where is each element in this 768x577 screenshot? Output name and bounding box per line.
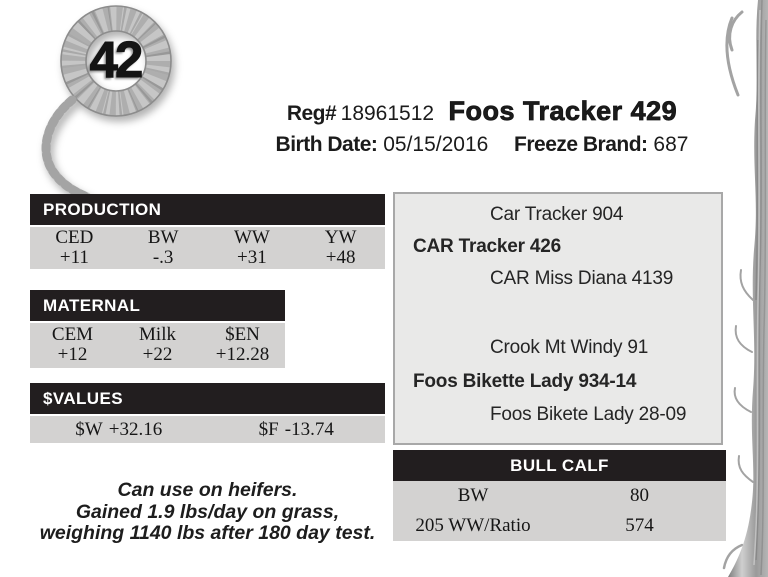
bull-calf-row-label: BW — [457, 485, 489, 506]
bull-calf-section-header — [393, 450, 726, 481]
header — [236, 96, 728, 157]
value-amount: -13.74 — [284, 419, 334, 440]
epd-cell-ced — [30, 228, 119, 269]
pedigree-dam: Foos Bikette Lady 934-14 — [413, 371, 637, 392]
epd-label: CEM — [51, 324, 94, 345]
animal-name: Foos Tracker 429 — [448, 96, 678, 126]
value-label: $F — [258, 419, 279, 440]
bull-calf-row-label: 205 WW/Ratio — [415, 515, 531, 536]
note-line: weighing 1140 lbs after 180 day test. — [39, 522, 376, 544]
values-table — [30, 416, 385, 443]
maternal-section-header — [30, 290, 285, 321]
bull-calf-row-value: 80 — [630, 485, 649, 506]
epd-cell-en — [200, 325, 285, 368]
bull-calf-title: BULL CALF — [510, 456, 609, 475]
bull-calf-table — [393, 481, 726, 541]
lot-number: 42 — [89, 31, 141, 88]
value-cell-w — [30, 416, 208, 443]
reg-label: Reg# — [286, 102, 337, 125]
epd-value: +12.28 — [215, 344, 270, 365]
epd-label: $EN — [225, 324, 260, 345]
epd-cell-milk — [115, 325, 200, 368]
epd-cell-yw — [296, 228, 385, 269]
birth-date-label: Birth Date: — [275, 133, 378, 156]
note-line: Can use on heifers. — [117, 479, 298, 501]
production-section-header — [30, 194, 385, 225]
epd-value: +12 — [57, 344, 88, 365]
pedigree-maternal-granddam: Foos Bikete Lady 28-09 — [490, 404, 687, 425]
production-epd-table — [30, 227, 385, 269]
tree-branch-graphic — [722, 0, 768, 577]
epd-label: YW — [324, 227, 357, 248]
pedigree-box — [393, 192, 723, 445]
epd-value: +11 — [59, 247, 89, 268]
epd-label: WW — [233, 227, 270, 248]
epd-cell-bw — [119, 228, 208, 269]
pedigree-paternal-granddam: CAR Miss Diana 4139 — [490, 268, 674, 289]
pedigree-paternal-grandsire: Car Tracker 904 — [490, 204, 624, 225]
registration-line — [236, 96, 728, 127]
epd-value: +22 — [142, 344, 173, 365]
production-title: PRODUCTION — [43, 200, 162, 219]
table-row — [393, 511, 726, 541]
freeze-brand-label: Freeze Brand: — [514, 133, 648, 156]
values-section-header — [30, 383, 385, 414]
value-label: $W — [75, 419, 103, 440]
maternal-epd-table — [30, 323, 285, 368]
freeze-brand-value: 687 — [653, 133, 689, 156]
pedigree-sire: CAR Tracker 426 — [413, 236, 562, 257]
values-title: $VALUES — [43, 389, 123, 408]
value-amount: +32.16 — [108, 419, 163, 440]
epd-label: BW — [147, 227, 179, 248]
note-line: Gained 1.9 lbs/day on grass, — [75, 500, 340, 523]
epd-cell-ww — [208, 228, 297, 269]
bull-calf-row-value: 574 — [625, 515, 654, 536]
birth-brand-line — [236, 133, 728, 157]
maternal-title: MATERNAL — [43, 296, 141, 315]
epd-label: CED — [55, 227, 94, 248]
reg-number: 18961512 — [340, 102, 435, 125]
epd-label: Milk — [139, 324, 176, 345]
table-row — [393, 481, 726, 511]
sale-notes — [20, 480, 395, 545]
epd-value: +48 — [325, 247, 356, 268]
birth-date-value: 05/15/2016 — [383, 133, 489, 156]
pedigree-maternal-grandsire: Crook Mt Windy 91 — [490, 337, 649, 358]
epd-cell-cem — [30, 325, 115, 368]
epd-value: -.3 — [152, 247, 174, 268]
value-cell-f — [208, 416, 386, 443]
epd-value: +31 — [237, 247, 267, 268]
